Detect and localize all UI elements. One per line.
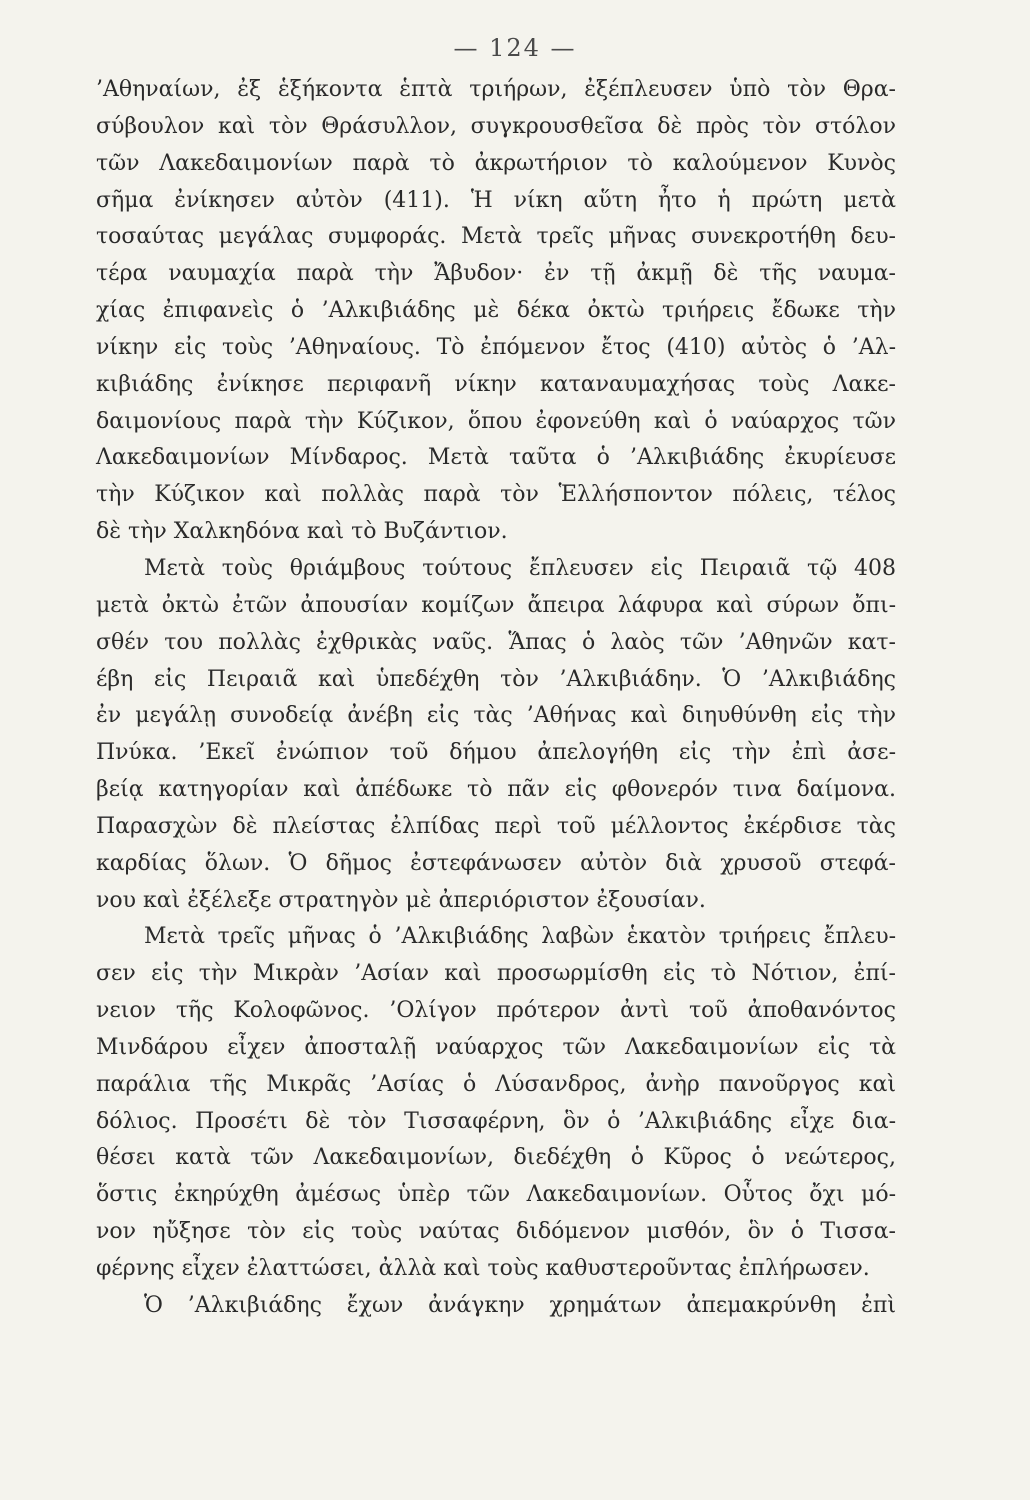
text-line: Μετὰ τοὺς θριάμβους τούτους ἔπλευσεν εἰς Πειραιᾶ τῷ 408 [144,555,896,581]
text-line: Μινδάρου εἶχεν ἀποσταλῇ ναύαρχος τῶν Λακεδαιμονίων εἰς τὰ [96,1034,896,1060]
text-line: κιβιάδης ἐνίκησε περιφανῆ νίκην καταναυμαχήσας τοὺς Λακε- [96,371,896,397]
body-text [96,72,896,1325]
text-line: σθέν του πολλὰς ἐχθρικὰς ναῦς. Ἅπας ὁ λαὸς τῶν ’Αθηνῶν κατ- [96,629,896,655]
text-line: νου καὶ ἐξέλεξε στρατηγὸν μὲ ἀπεριόριστον ἐξουσίαν. [96,887,706,913]
text-line: καρδίας ὅλων. Ὁ δῆμος ἐστεφάνωσεν αὐτὸν διὰ χρυσοῦ στεφά- [96,850,896,876]
text-line: σεν εἰς τὴν Μικρὰν ’Ασίαν καὶ προσωρμίσθη εἰς τὸ Νότιον, ἐπί- [96,961,896,987]
text-line: νίκην εἰς τοὺς ’Αθηναίους. Τὸ ἐπόμενον ἔτος (410) αὐτὸς ὁ ’Αλ- [96,334,896,360]
text-line: δὲ τὴν Χαλκηδόνα καὶ τὸ Βυζάντιον. [96,519,508,545]
text-line: νον ηὔξησε τὸν εἰς τοὺς ναύτας διδόμενον μισθόν, ὃν ὁ Τισσα- [96,1219,896,1245]
text-line: τοσαύτας μεγάλας συμφοράς. Μετὰ τρεῖς μῆνας συνεκροτήθη δευ- [96,224,896,250]
text-line: σύβουλον καὶ τὸν Θράσυλλον, συγκρουσθεῖσα δὲ πρὸς τὸν στόλον [96,113,896,139]
text-line: Λακεδαιμονίων Μίνδαρος. Μετὰ ταῦτα ὁ ’Αλκιβιάδης ἐκυρίευσε [96,445,896,471]
page-number: — 124 — [453,34,577,62]
text-line: Παρασχὼν δὲ πλείστας ἐλπίδας περὶ τοῦ μέλλοντος ἐκέρδισε τὰς [96,813,896,839]
text-line: σῆμα ἐνίκησεν αὐτὸν (411). Ἡ νίκη αὕτη ἦτο ἡ πρώτη μετὰ [96,187,896,213]
text-line: θέσει κατὰ τῶν Λακεδαιμονίων, διεδέχθη ὁ Κῦρος ὁ νεώτερος, [96,1145,896,1171]
text-line: ’Αθηναίων, ἐξ ἑξήκοντα ἑπτὰ τριήρων, ἐξέπλευσεν ὑπὸ τὸν Θρα- [96,77,896,102]
text-line: Μετὰ τρεῖς μῆνας ὁ ’Αλκιβιάδης λαβὼν ἑκατὸν τριήρεις ἔπλευ- [144,924,896,950]
text-line: μετὰ ὀκτὼ ἐτῶν ἀπουσίαν κομίζων ἄπειρα λάφυρα καὶ σύρων ὄπι- [96,592,896,618]
text-line: τῶν Λακεδαιμονίων παρὰ τὸ ἀκρωτήριον τὸ καλούμενον Κυνὸς [96,150,896,176]
text-line: παράλια τῆς Μικρᾶς ’Ασίας ὁ Λύσανδρος, ἀνὴρ πανοῦργος καὶ [96,1071,896,1097]
text-line: νειον τῆς Κολοφῶνος. ’Ολίγον πρότερον ἀντὶ τοῦ ἀποθανόντος [96,998,896,1024]
text-line: βείᾳ κατηγορίαν καὶ ἀπέδωκε τὸ πᾶν εἰς φθονερόν τινα δαίμονα. [96,777,896,803]
text-line: δόλιος. Προσέτι δὲ τὸν Τισσαφέρνη, ὃν ὁ ’Αλκιβιάδης εἶχε δια- [96,1108,896,1134]
text-line: Ὁ ’Αλκιβιάδης ἔχων ἀνάγκην χρημάτων ἀπεμακρύνθη ἐπὶ [144,1292,896,1318]
text-line: έβη εἰς Πειραιᾶ καὶ ὑπεδέχθη τὸν ’Αλκιβιάδην. Ὁ ’Αλκιβιάδης [96,666,896,692]
text-line: Πνύκα. ’Εκεῖ ἐνώπιον τοῦ δήμου ἀπελογήθη εἰς τὴν ἐπὶ ἀσε- [96,740,896,766]
text-line: χίας ἐπιφανεὶς ὁ ’Αλκιβιάδης μὲ δέκα ὀκτὼ τριήρεις ἔδωκε τὴν [96,298,896,324]
text-line: φέρνης εἶχεν ἐλαττώσει, ἀλλὰ καὶ τοὺς καθυστεροῦντας ἐπλήρωσεν. [96,1256,870,1281]
text-line: ὅστις ἐκηρύχθη ἀμέσως ὑπὲρ τῶν Λακεδαιμονίων. Οὗτος ὄχι μό- [96,1182,896,1208]
text-line: δαιμονίους παρὰ τὴν Κύζικον, ὅπου ἐφονεύθη καὶ ὁ ναύαρχος τῶν [96,408,896,434]
text-line: τέρα ναυμαχία παρὰ τὴν Ἄβυδον· ἐν τῇ ἀκμῇ δὲ τῆς ναυμα- [96,261,896,287]
text-line: τὴν Κύζικον καὶ πολλὰς παρὰ τὸν Ἑλλήσποντον πόλεις, τέλος [96,482,896,508]
text-line: ἐν μεγάλῃ συνοδείᾳ ἀνέβη εἰς τὰς ’Αθήνας καὶ διηυθύνθη εἰς τὴν [96,703,896,729]
